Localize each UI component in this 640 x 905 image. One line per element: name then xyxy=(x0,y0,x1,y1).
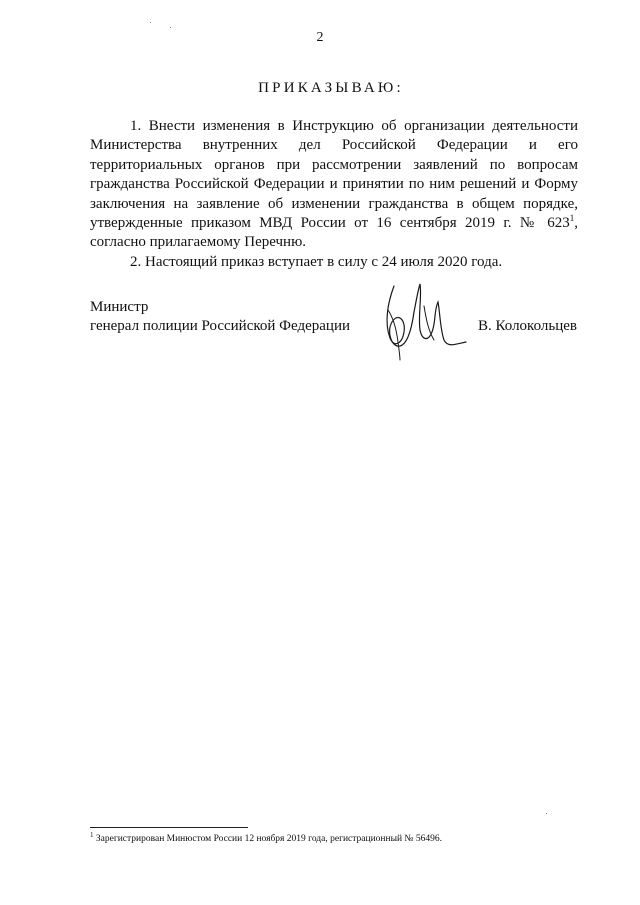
paragraph-1 xyxy=(90,117,578,253)
footnote-text: Зарегистрирован Минюстом России 12 ноября 2019 года, регистрационный № 56496. xyxy=(93,834,442,844)
scan-speck xyxy=(150,22,151,23)
page-number: 2 xyxy=(316,30,324,45)
handwritten-signature xyxy=(378,282,468,362)
footnote-reference: 1 xyxy=(569,213,575,224)
scan-speck xyxy=(170,27,171,28)
order-heading: ПРИКАЗЫВАЮ: xyxy=(258,80,404,96)
paragraph-2: 2. Настоящий приказ вступает в силу с 24 июля 2020 года. xyxy=(130,253,503,270)
order-body xyxy=(90,117,578,272)
signatory-title-line-2: генерал полиции Российской Федерации xyxy=(90,318,351,334)
signatory-title-line-1: Министр xyxy=(90,299,149,315)
paragraph-1-text: 1. Внести изменения в Инструкцию об организации деятельности Министерства внутренних дел Российской Федерации и его территориальных органов при рассмотрении заявлений по вопросам гражданства Российской Федерации и принятии по ним решений и Форму заключения на заявление об изменении гражданства в общем порядке, утвержденные приказом МВД России от 16 сентября 2019 г. № 623 xyxy=(90,118,578,232)
paragraph-1-tail: , согласно прилагаемому Перечню. xyxy=(90,215,578,251)
signatory-name: В. Колокольцев xyxy=(478,318,577,334)
footnote xyxy=(90,830,610,844)
footnote-marker: 1 xyxy=(90,830,94,839)
scan-speck xyxy=(546,813,547,814)
footnote-separator xyxy=(90,827,248,828)
